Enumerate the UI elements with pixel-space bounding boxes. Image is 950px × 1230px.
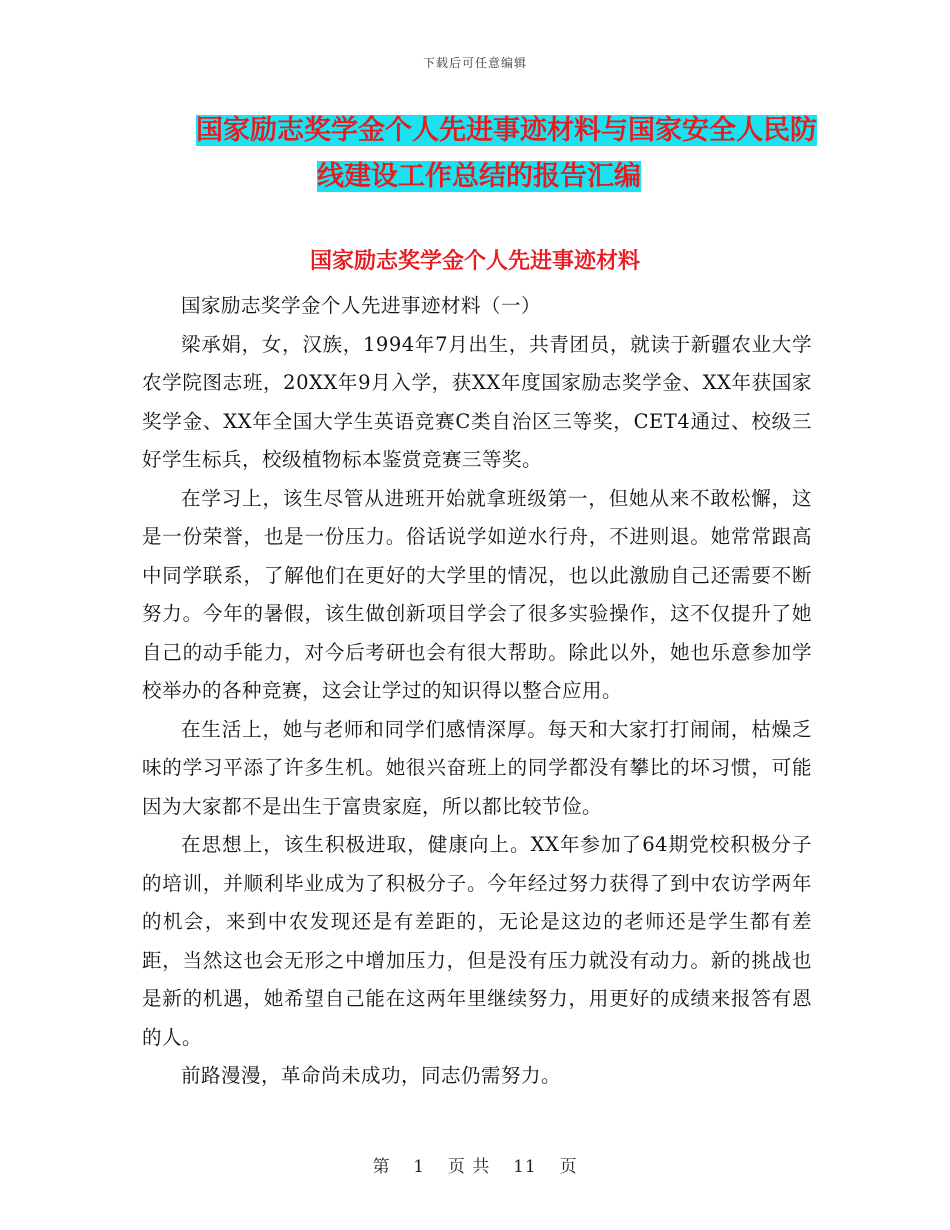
page-current-number: 1 — [413, 1157, 426, 1177]
paragraph: 在学习上，该生尽管从进班开始就拿班级第一，但她从来不敢松懈，这是一份荣誉，也是一份压力。俗话说学如逆水行舟，不进则退。她常常跟高中同学联系，了解他们在更好的大学里的情况，也以此激励自己还需要不断努力。今年的暑假，该生做创新项目学会了很多实验操作，这不仅提升了她自己的动手能力，对今后考研也会有很大帮助。除此以外，她也乐意参加学校举办的各种竞赛，这会让学过的知识得以整合应用。 — [142, 486, 812, 702]
page-footer — [0, 1152, 950, 1177]
section-title: 国家励志奖学金个人先进事迹材料 — [309, 249, 640, 274]
page-label-prefix: 第 — [372, 1157, 391, 1177]
paragraph-subtitle: 国家励志奖学金个人先进事迹材料（一） — [181, 294, 542, 317]
header-note: 下载后可任意编辑 — [422, 56, 527, 70]
paragraph: 在思想上，该生积极进取，健康向上。XX年参加了64期党校积极分子的培训，并顺利毕业成为了积极分子。今年经过努力获得了到中农访学两年的机会，来到中农发现还是有差距的，无论是这边的老师还是学生都有差距，当然这也会无形之中增加压力，但是没有压力就没有动力。新的挑战也是新的机遇，她希望自己能在这两年里继续努力，用更好的成绩来报答有恩的人。 — [142, 833, 812, 1049]
paragraph: 在生活上，她与老师和同学们感情深厚。每天和大家打打闹闹，枯燥乏味的学习平添了许多生机。她很兴奋班上的同学都没有攀比的坏习惯，可能因为大家都不是出生于富贵家庭，所以都比较节俭。 — [142, 717, 812, 818]
title-highlight: 国家励志奖学金个人先进事迹材料与国家安全人民防 — [196, 115, 817, 146]
document-title-line-2 — [150, 154, 830, 200]
page-label-mid: 页 共 — [447, 1157, 491, 1177]
title-highlight: 线建设工作总结的报告汇编 — [317, 161, 641, 192]
page-label-suffix: 页 — [559, 1157, 578, 1177]
document-title — [150, 108, 830, 200]
page-total-number: 11 — [513, 1157, 537, 1177]
paragraph: 前路漫漫，革命尚未成功，同志仍需努力。 — [181, 1064, 562, 1087]
paragraph: 梁承娟，女，汉族，1994年7月出生，共青团员，就读于新疆农业大学农学院图志班，20XX年9月入学，获XX年度国家励志奖学金、XX年获国家奖学金、XX年全国大学生英语竞赛C类自治区三等奖，CET4通过、校级三好学生标兵，校级植物标本鉴赏竞赛三等奖。 — [142, 332, 812, 471]
document-title-line-1 — [150, 108, 830, 154]
document-body — [142, 287, 812, 1096]
